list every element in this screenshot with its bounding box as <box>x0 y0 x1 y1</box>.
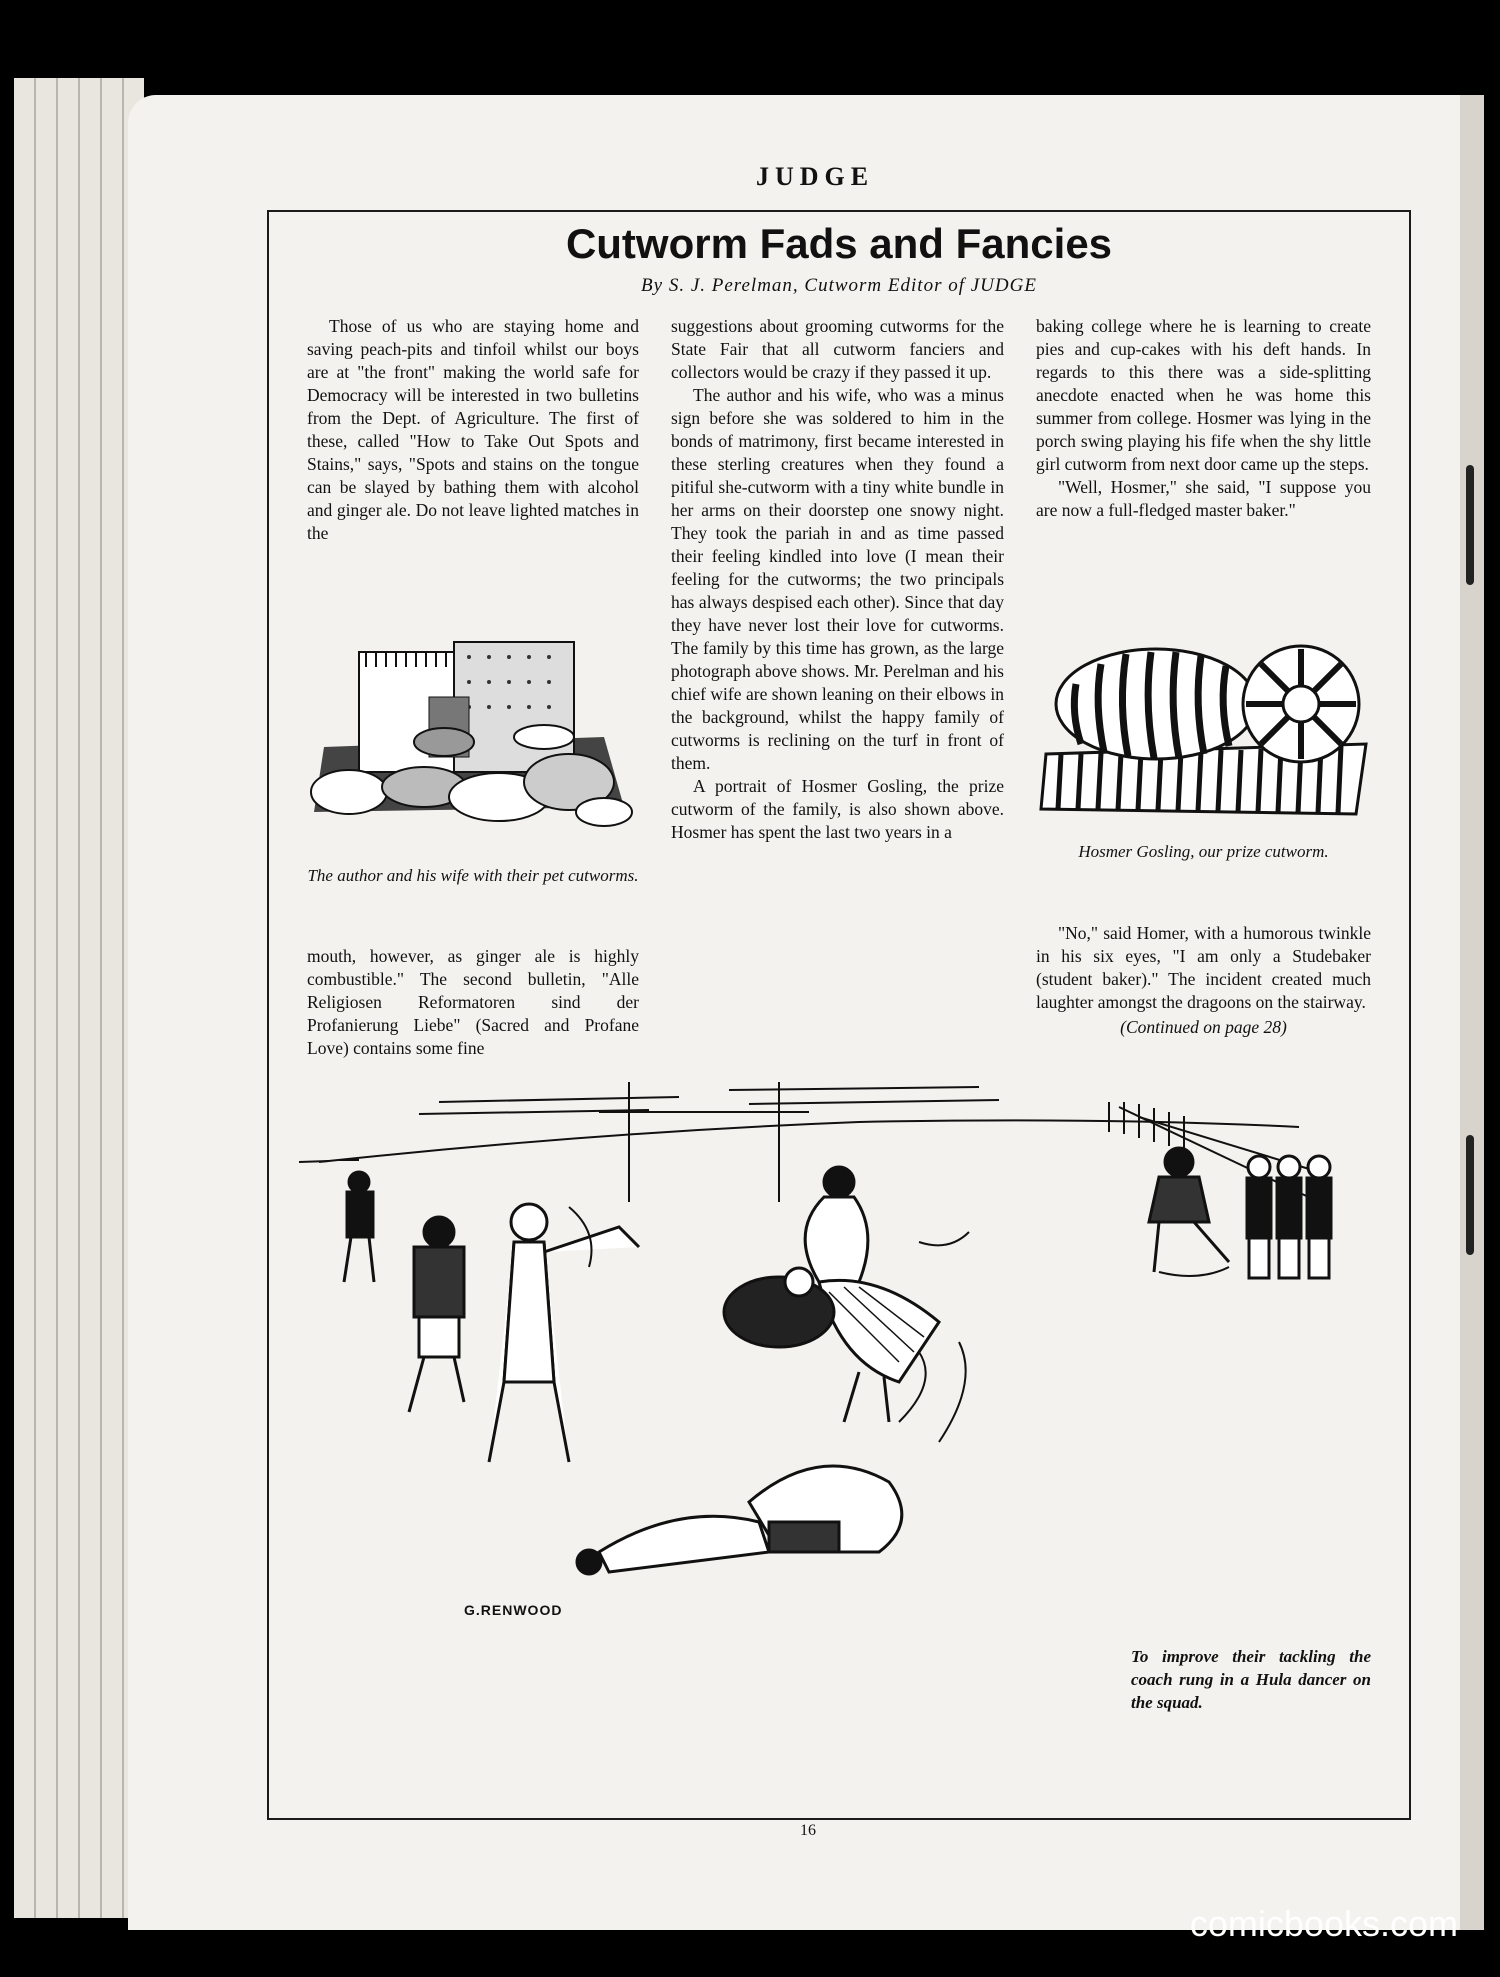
column-1-bottom <box>307 945 639 1060</box>
column-3-bottom <box>1036 922 1371 1039</box>
column-1-top <box>307 315 639 545</box>
article-frame <box>267 210 1411 1820</box>
book-spine-pages <box>14 78 144 1918</box>
page-right-edge <box>1460 95 1484 1930</box>
figure-caption-left: The author and his wife with their pet cutworms. <box>307 866 639 885</box>
player-group <box>1247 1156 1331 1278</box>
continued-note: (Continued on page 28) <box>1120 1017 1287 1037</box>
paragraph: A portrait of Hosmer Gosling, the prize cutworm of the family, is also shown above. Hosmer has spent the last two years in a <box>671 776 1004 842</box>
masthead: JUDGE <box>755 162 875 191</box>
paragraph: Those of us who are staying home and saving peach-pits and tinfoil whilst our boys are at "the front" making the world safe for Democracy will be interested in two bulletins from the Dept. of Agriculture. The first of these, called "How to Take Out Spots and Stains," says, "Spots and stains on the tongue can be slayed by bathing them with alcohol and ginger ale. Do not leave lighted matches in the <box>307 316 639 543</box>
paragraph: suggestions about grooming cutworms for the State Fair that all cutworm fanciers and collectors would be crazy if they passed it up. <box>671 316 1004 382</box>
paragraph: "Well, Hosmer," she said, "I suppose you are now a full-fledged master baker." <box>1036 477 1371 520</box>
figure-caption-right <box>1036 840 1371 863</box>
column-3-top <box>1036 315 1371 522</box>
paragraph: The author and his wife, who was a minus sign before she was soldered to him in the bonds of matrimony, first became interested in these sterling creatures when they found a pitiful she-cutworm with a tiny white bundle in her arms on their doorstep one snowy night. They took the pariah in and as time passed their feeling kindled into love (I mean their feeling for the cutworms; the two principals has always despised each other). Since that day they have never lost their love for cutworms. The family by this time has grown, as the large photograph above shows. Mr. Perelman and his chief wife are shown leaning on their elbows in the background, whilst the happy family of cutworms is reclining on the turf in front of them. <box>671 385 1004 773</box>
football-cartoon <box>299 1082 1379 1642</box>
article-byline: By S. J. Perelman, Cutworm Editor of JUDGE <box>641 275 1037 296</box>
column-2 <box>671 315 1004 844</box>
cutworm-family-illustration <box>304 637 639 837</box>
paragraph: baking college where he is learning to create pies and cup-cakes with his deft hands. In regards to this there was a side-splitting anecdote enacted when he was home this summer from college. Hosmer was lying in the porch swing playing his fife when the shy little girl cutworm from next door came up the steps. <box>1036 316 1371 474</box>
hosmer-gosling-illustration <box>1036 644 1376 819</box>
page-number: 16 <box>800 1822 816 1839</box>
caption-text: Hosmer Gosling, our prize cutworm. <box>1078 842 1329 861</box>
watermark-text: comicbooks.com <box>1189 1903 1458 1944</box>
artist-signature: G.RENWOOD <box>464 1602 563 1618</box>
cartoon-caption: To improve their tackling the coach rung in a Hula dancer on the squad. <box>1131 1647 1371 1712</box>
article-title: Cutworm Fads and Fancies <box>565 220 1113 267</box>
paragraph: mouth, however, as ginger ale is highly combustible." The second bulletin, "Alle Religiosen Reformatoren sind der Profanierung Liebe" (Sacred and Profane Love) contains some fine <box>307 946 639 1058</box>
paragraph: "No," said Homer, with a humorous twinkle in his six eyes, "I am only a Studebaker (student baker)." The incident created much laughter amongst the dragoons on the stairway. <box>1036 923 1371 1012</box>
